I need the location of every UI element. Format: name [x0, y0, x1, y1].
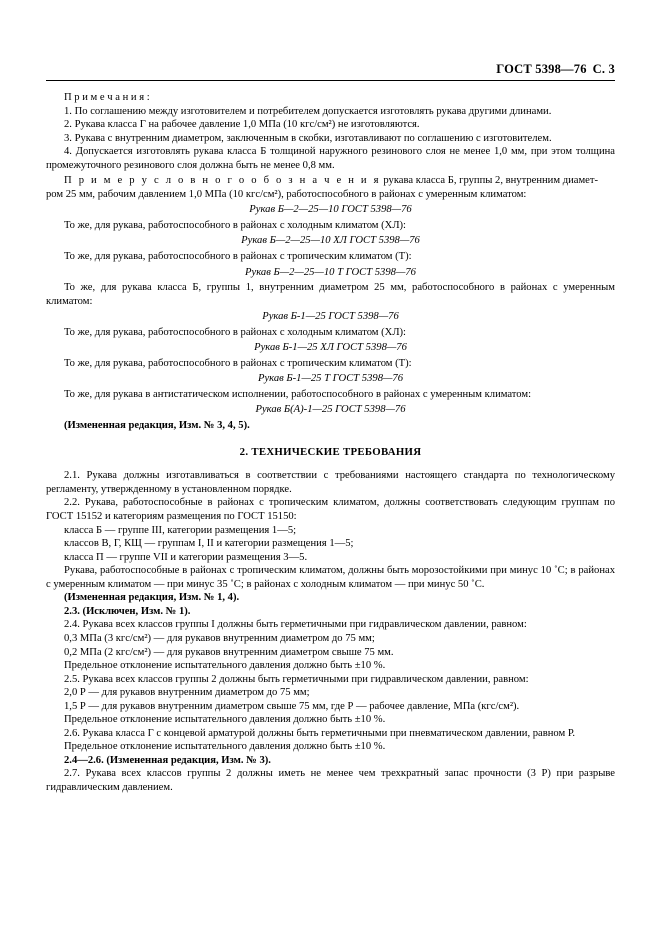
revision-note-3: 2.4—2.6. (Измененная редакция, Изм. № 3). — [64, 754, 271, 766]
designation-intro-6: То же, для рукава, работоспособного в районах с тропическим климатом (Т): — [64, 357, 412, 369]
para-2-6-tolerance: Предельное отклонение испытательного давления должно быть ±10 %. — [64, 741, 386, 753]
para-2-7: 2.7. Рукава всех классов группы 2 должны иметь не менее чем трехкратный запас прочности (3 Р) при разрыве гидравлическим давлением. — [46, 768, 615, 793]
para-2-2: 2.2. Рукава, работоспособные в районах с тропическим климатом, должны соответствовать следующим группам по ГОСТ 15152 и категориям размещения по ГОСТ 15150: — [46, 497, 615, 523]
document-body — [46, 91, 615, 795]
para-2-5: 2.5. Рукава всех классов группы 2 должны быть герметичными при гидравлическом давлении, равном: — [64, 673, 529, 685]
designation-intro-5: То же, для рукава, работоспособного в районах с холодным климатом (ХЛ): — [64, 326, 406, 338]
designation-intro-3: То же, для рукава, работоспособного в районах с тропическим климатом (Т): — [64, 251, 412, 263]
designation-4: Рукав Б-1—25 ГОСТ 5398—76 — [262, 311, 399, 323]
revision-note-1: (Измененная редакция, Изм. № 3, 4, 5). — [64, 420, 250, 432]
designation-intro-2: То же, для рукава, работоспособного в районах с холодным климатом (ХЛ): — [64, 219, 406, 231]
notes-title: П р и м е ч а н и я : — [64, 92, 150, 103]
para-2-5-a: 2,0 Р — для рукавов внутренним диаметром до 75 мм; — [64, 687, 310, 699]
para-2-5-tolerance: Предельное отклонение испытательного давления должно быть ±10 %. — [64, 714, 386, 726]
designation-3: Рукав Б—2—25—10 Т ГОСТ 5398—76 — [245, 266, 416, 278]
para-class-vgkshch: классов В, Г, КЩ — группам I, II и категории размещения 1—5; — [64, 538, 354, 550]
para-2-6: 2.6. Рукава класса Г с концевой арматурой должны быть герметичными при пневматическом давлении, равном Р. — [64, 727, 576, 739]
para-class-p: класса П — группе VII и категории размещения 3—5. — [64, 551, 308, 563]
example-lead-continued: ром 25 мм, рабочим давлением 1,0 МПа (10 кгс/см²), работоспособного в районах с умеренным климатом: — [46, 188, 527, 200]
para-2-4-tolerance: Предельное отклонение испытательного давления должно быть ±10 %. — [64, 660, 386, 672]
para-2-4-b: 0,2 МПа (2 кгс/см²) — для рукавов внутренним диаметром свыше 75 мм. — [64, 646, 394, 658]
page-number: С. 3 — [592, 62, 615, 76]
para-2-4-a: 0,3 МПа (3 кгс/см²) — для рукавов внутренним диаметром до 75 мм; — [64, 632, 375, 644]
designation-intro-7: То же, для рукава в антистатическом исполнении, работоспособного в районах с умеренным климатом: — [64, 388, 532, 400]
note-item-4: 4. Допускается изготовлять рукава класса Б толщиной наружного резинового слоя не менее 1,0 мм, при этом толщина промежуточного резинового слоя должна быть не менее 0,8 мм. — [46, 146, 615, 171]
para-2-4: 2.4. Рукава всех классов группы I должны быть герметичными при гидравлическом давлении, равном: — [64, 619, 527, 631]
para-2-3-excluded: 2.3. (Исключен, Изм. № 1). — [64, 605, 191, 617]
note-item-2: 2. Рукава класса Г на рабочее давление 1,0 МПа (10 кгс/см²) не изготовляются. — [64, 119, 420, 131]
example-lead — [46, 174, 615, 188]
designation-intro-4: То же, для рукава класса Б, группы 1, внутренним диаметром 25 мм, работоспособного в районах с умеренным климатом: — [46, 282, 615, 307]
designation-1: Рукав Б—2—25—10 ГОСТ 5398—76 — [249, 204, 412, 216]
revision-note-2: (Измененная редакция, Изм. № 1, 4). — [64, 592, 240, 604]
designation-6: Рукав Б-1—25 Т ГОСТ 5398—76 — [257, 373, 404, 385]
designation-5: Рукав Б-1—25 ХЛ ГОСТ 5398—76 — [254, 342, 407, 354]
example-lead-rest: рукава класса Б, группы 2, внутренним диамет- — [380, 175, 599, 187]
para-2-1: 2.1. Рукава должны изготавливаться в соответствии с требованиями настоящего стандарта по технологическому регламенту, утвержденному в установленном порядке. — [46, 470, 615, 495]
designation-7: Рукав Б(А)-1—25 ГОСТ 5398—76 — [255, 404, 406, 416]
page-header — [46, 62, 615, 81]
example-lead-spaced: П р и м е р у с л о в н о г о о б о з н а ч е н и я — [64, 175, 381, 187]
para-class-b: класса Б — группе III, категории размещения 1—5; — [64, 524, 297, 536]
designation-2: Рукав Б—2—25—10 ХЛ ГОСТ 5398—76 — [241, 235, 420, 247]
note-item-1: 1. По соглашению между изготовителем и потребителем допускается изготовлять рукава другими длинами. — [64, 105, 552, 117]
standard-number: ГОСТ 5398—76 — [496, 62, 587, 76]
para-frost-resistance: Рукава, работоспособные в районах с тропическим климатом, должны быть морозостойкими при минус 10 ˚С; в районах с умеренным климатом — при минус 35 ˚С; в районах с холодным климатом — при минус 50 ˚С. — [46, 565, 615, 590]
section-title: 2. ТЕХНИЧЕСКИЕ ТРЕБОВАНИЯ — [239, 445, 422, 458]
para-2-5-b: 1,5 Р — для рукавов внутренним диаметром свыше 75 мм, где Р — рабочее давление, МПа (кгс/см²). — [64, 700, 520, 712]
note-item-3: 3. Рукава с внутренним диаметром, заключенным в скобки, изготавливают по соглашению с изготовителем. — [64, 132, 552, 144]
